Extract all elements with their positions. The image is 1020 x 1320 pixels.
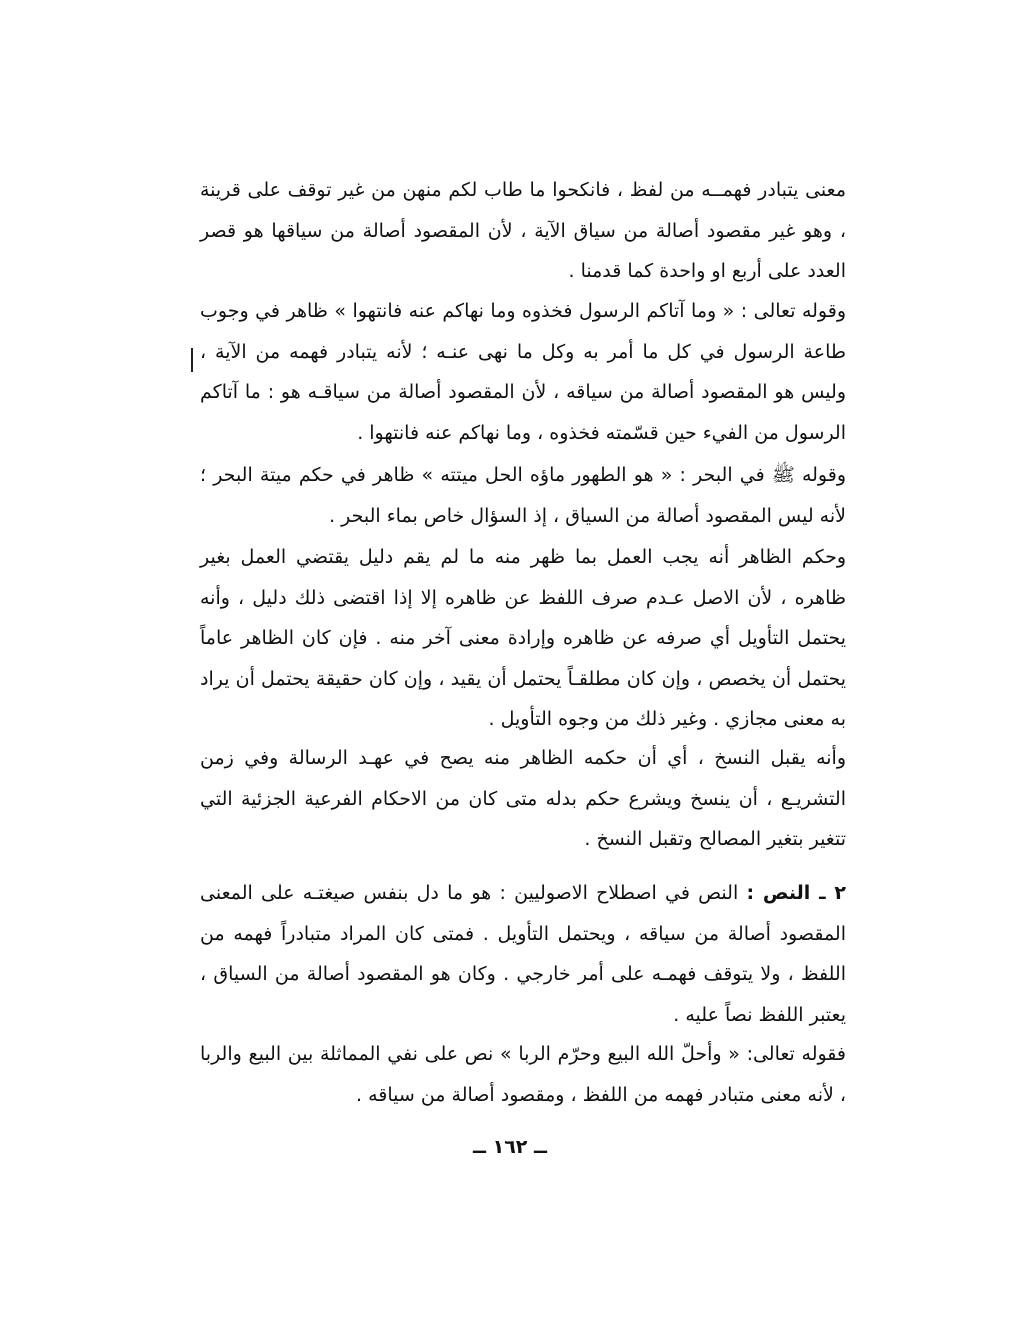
paragraph-3: وقوله ﷺ في البحر : « هو الطهور ماؤه الحل ميتته » ظاهر في حكم ميتة البحر ؛ لأنه ليس المقصود أصالة من السياق ، إذ السؤال خاص بماء البحر . — [200, 464, 846, 527]
paragraph-2: وقوله تعالى : « وما آتاكم الرسول فخذوه وما نهاكم عنه فانتهوا » ظاهر في وجوب طاعة الرسول في كل ما أمر به وكل ما نهى عنـه ؛ لأنه يتبادر فهمه من الآية ، وليس هو المقصود أصالة من سياقه ، لأن المقصود أصالة من سياقـه هو : ما آتاكم الرسول من الفيء حين قسّمته فخذوه ، وما نهاكم عنه فانتهوا . — [200, 300, 846, 444]
page-number: ــ ١٦٢ ــ — [472, 1136, 547, 1158]
paragraph-4: وحكم الظاهر أنه يجب العمل بما ظهر منه ما لم يقم دليل يقتضي العمل بغير ظاهره ، لأن الاصل عـدم صرف اللفظ عن ظاهره إلا إذا اقتضى ذلك دليل ، وأنه يحتمل التأويل أي صرفه عن ظاهره وإرادة معنى آخر منه . فإن كان الظاهر عاماً يحتمل أن يخصص ، وإن كان مطلقـاً يحتمل أن يقيد ، وإن كان حقيقة يحتمل أن يراد به معنى مجازي . وغير ذلك من وجوه التأويل . — [200, 546, 846, 730]
section-2-body: النص في اصطلاح الاصوليين : هو ما دل بنفس صيغتـه على المعنى المقصود أصالة من سياقه ، ويحتمل التأويل . فمتى كان المراد متبادراً فهمه من اللفظ ، ولا يتوقف فهمـه على أمر خارجي . وكان هو المقصود أصالة من السياق ، يعتبر اللفظ نصاً عليه . — [200, 882, 846, 1026]
margin-mark — [191, 348, 193, 372]
paragraph-last: فقوله تعالى: « وأحلّ الله البيع وحرّم الربا » نص على نفي المماثلة بين البيع والربا ، لأنه معنى متبادر فهمه من اللفظ ، ومقصود أصالة من سياقه . — [200, 1043, 846, 1106]
paragraph-5: وأنه يقبل النسخ ، أي أن حكمه الظاهر منه يصح في عهـد الرسالة وفي زمن التشريـع ، أن ينسخ ويشرع حكم بدله متى كان من الاحكام الفرعية الجزئية التي تتغير بتغير المصالح وتقبل النسخ . — [200, 747, 846, 850]
paragraph-1: معنى يتبادر فهمــه من لفظ ، فانكحوا ما طاب لكم منهن من غير توقف على قرينة ، وهو غير مقصود أصالة من سياق الآية ، لأن المقصود أصالة من سياقها هو قصر العدد على أربع او واحدة كما قدمنا . — [200, 179, 846, 282]
section-2-nass — [200, 873, 846, 1035]
section-2-heading: ٢ ـ النص : — [746, 882, 847, 904]
